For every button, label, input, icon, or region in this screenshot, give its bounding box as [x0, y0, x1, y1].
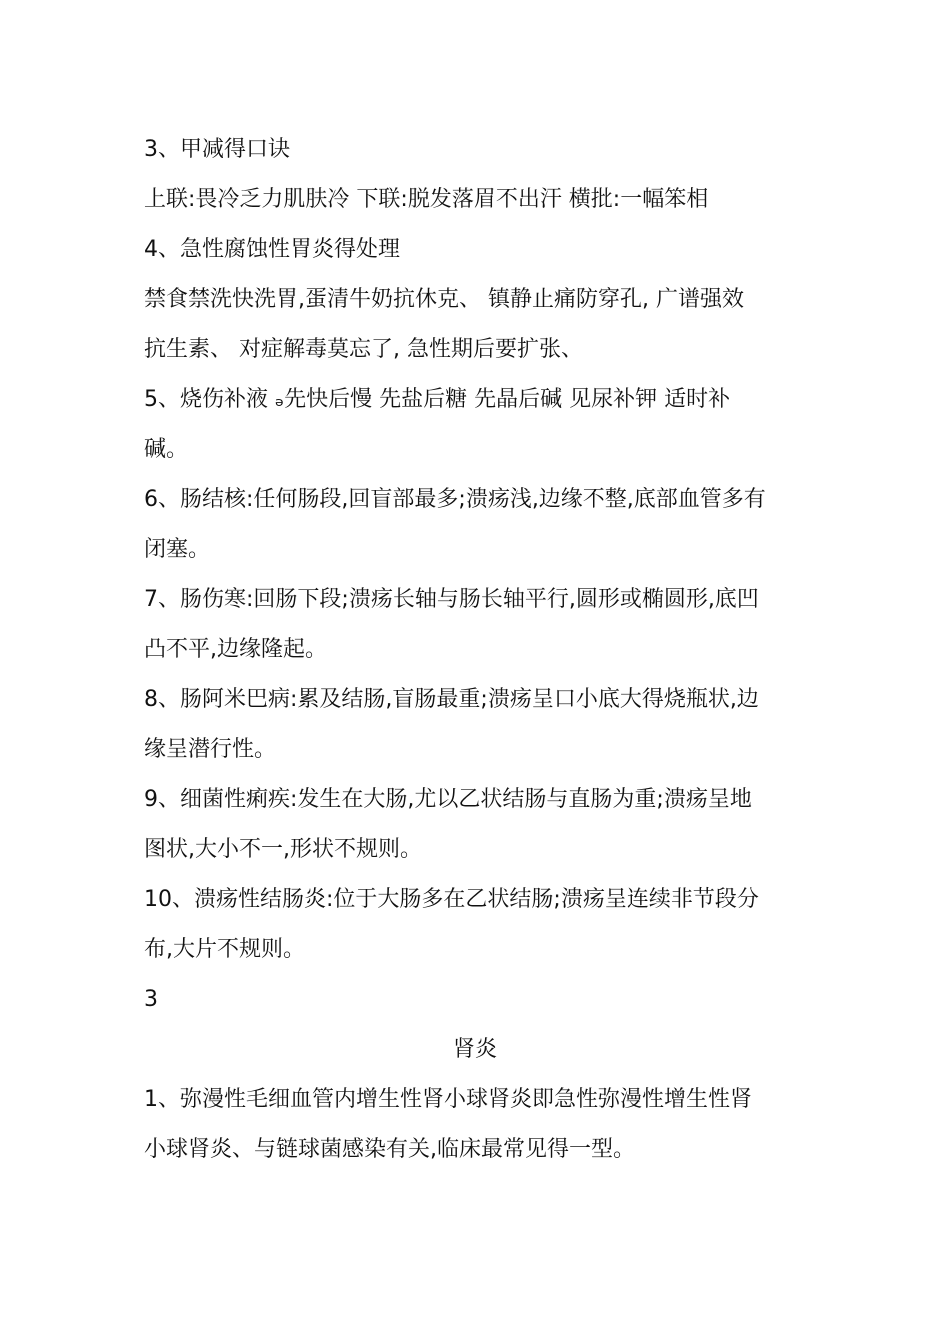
- paragraph-line: 闭塞。: [144, 537, 211, 562]
- paragraph-line: 抗生素、 对症解毒莫忘了, 急性期后要扩张、: [144, 337, 583, 362]
- paragraph-line: 缘呈潜行性。: [144, 737, 277, 762]
- section-title: 肾炎: [452, 1037, 497, 1062]
- paragraph-line-burn-fluid: 5、烧伤补液 ₔ先快后慢 先盐后糖 先晶后碱 见尿补钾 适时补: [144, 387, 731, 412]
- section-number: 3: [144, 987, 158, 1012]
- couplet-line: 上联:畏冷乏力肌肤冷 下联:脱发落眉不出汗 横批:一幅笨相: [144, 187, 709, 212]
- paragraph-line: 碱。: [144, 437, 189, 462]
- paragraph-line: 图状,大小不一,形状不规则。: [144, 837, 422, 862]
- paragraph-line-ulcerative-colitis: 10、溃疡性结肠炎:位于大肠多在乙状结肠;溃疡呈连续非节段分: [144, 887, 759, 912]
- paragraph-line-dysentery: 9、细菌性痢疾:发生在大肠,尤以乙状结肠与直肠为重;溃疡呈地: [144, 787, 752, 812]
- paragraph-line-amoebiasis: 8、肠阿米巴病:累及结肠,盲肠最重;溃疡呈口小底大得烧瓶状,边: [144, 687, 759, 712]
- paragraph-line: 凸不平,边缘隆起。: [144, 637, 327, 662]
- paragraph-line: 布,大片不规则。: [144, 937, 305, 962]
- paragraph-line: 禁食禁洗快洗胃,蛋清牛奶抗休克、 镇静止痛防穿孔, 广谱强效: [144, 287, 744, 312]
- heading-corrosive-gastritis: 4、急性腐蚀性胃炎得处理: [144, 237, 400, 262]
- heading-hypothyroid-mnemonic: 3、甲减得口诀: [144, 137, 290, 162]
- paragraph-line: 小球肾炎、与链球菌感染有关,临床最常见得一型。: [144, 1137, 635, 1162]
- paragraph-line-typhoid: 7、肠伤寒:回肠下段;溃疡长轴与肠长轴平行,圆形或椭圆形,底凹: [144, 587, 759, 612]
- paragraph-line-nephritis: 1、弥漫性毛细血管内增生性肾小球肾炎即急性弥漫性增生性肾: [144, 1087, 752, 1112]
- paragraph-line-intestinal-tb: 6、肠结核:任何肠段,回盲部最多;溃疡浅,边缘不整,底部血管多有: [144, 487, 766, 512]
